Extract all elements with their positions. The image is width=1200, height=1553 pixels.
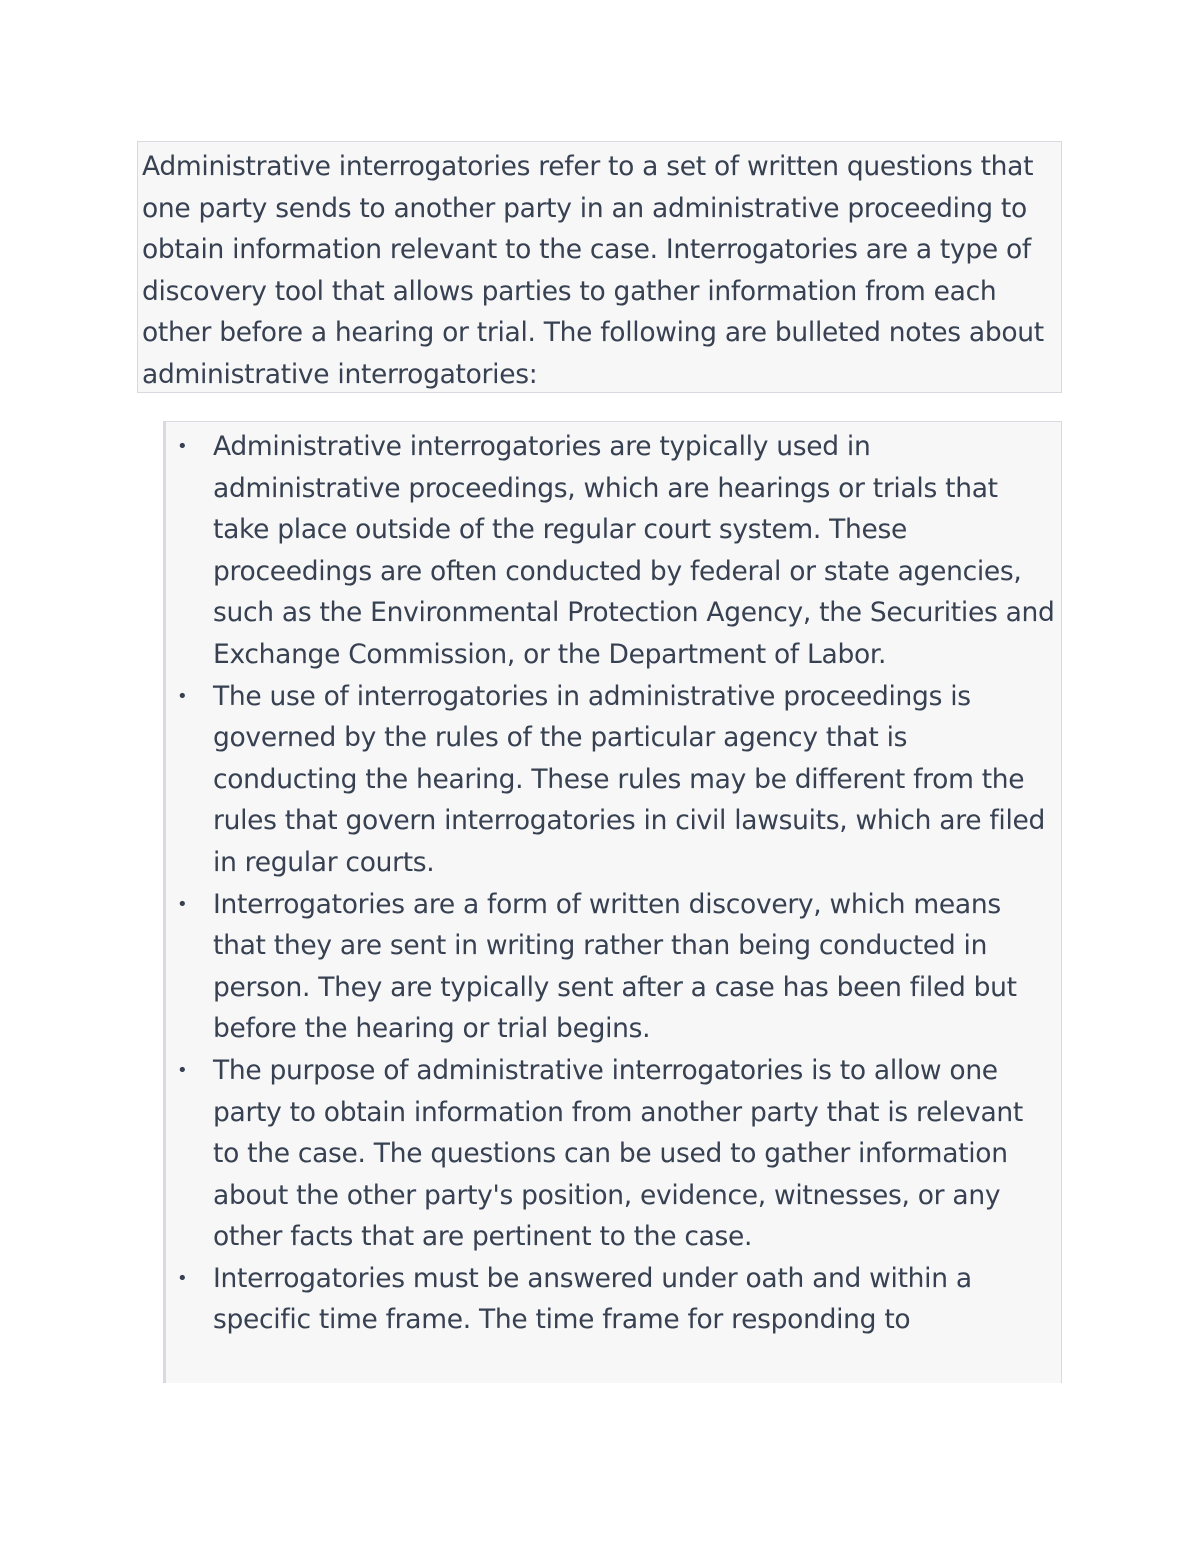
bullet-icon: •: [177, 1059, 188, 1081]
list-item: [177, 426, 1055, 676]
list-item: [177, 1258, 1055, 1341]
list-item: [177, 676, 1055, 884]
bullet-icon: •: [177, 893, 188, 915]
intro-paragraph: Administrative interrogatories refer to a set of written questions that one party sends to another party in an administrative proceeding to obtain information relevant to the case. Interrogatories are a type of discovery tool that allows parties to gather information from each other before a hearing or trial. The following are bulleted notes about administrative interrogatories:: [142, 151, 1044, 390]
bulleted-notes-list: [166, 422, 1061, 1341]
bullet-icon: •: [177, 436, 188, 457]
bullet-icon: •: [177, 1267, 188, 1289]
intro-paragraph-box: [137, 141, 1062, 393]
bullet-icon: •: [177, 685, 188, 707]
note-text: Interrogatories are a form of written discovery, which means that they are sent in writing rather than being conducted in person. They are typically sent after a case has been filed but before the hearing or trial begins.: [213, 888, 1017, 1045]
list-item: [177, 884, 1055, 1050]
note-text: The purpose of administrative interrogatories is to allow one party to obtain information from another party that is relevant to the case. The questions can be used to gather information about the other party's position, evidence, witnesses, or any other facts that are pertinent to the case.: [213, 1054, 1024, 1253]
note-text: Administrative interrogatories are typically used in administrative proceedings, which are hearings or trials that take place outside of the regular court system. These proceedings are often conducted by federal or state agencies, such as the Environmental Protection Agency, the Securities and Exchange Commission, or the Department of Labor.: [213, 431, 1055, 670]
note-text: The use of interrogatories in administrative proceedings is governed by the rules of the particular agency that is conducting the hearing. These rules may be different from the rules that govern interrogatories in civil lawsuits, which are filed in regular courts.: [213, 680, 1046, 878]
list-item: [177, 1050, 1055, 1258]
bulleted-notes-box: [163, 421, 1062, 1383]
note-text: Interrogatories must be answered under oath and within a specific time frame. The time frame for responding to: [213, 1262, 972, 1336]
